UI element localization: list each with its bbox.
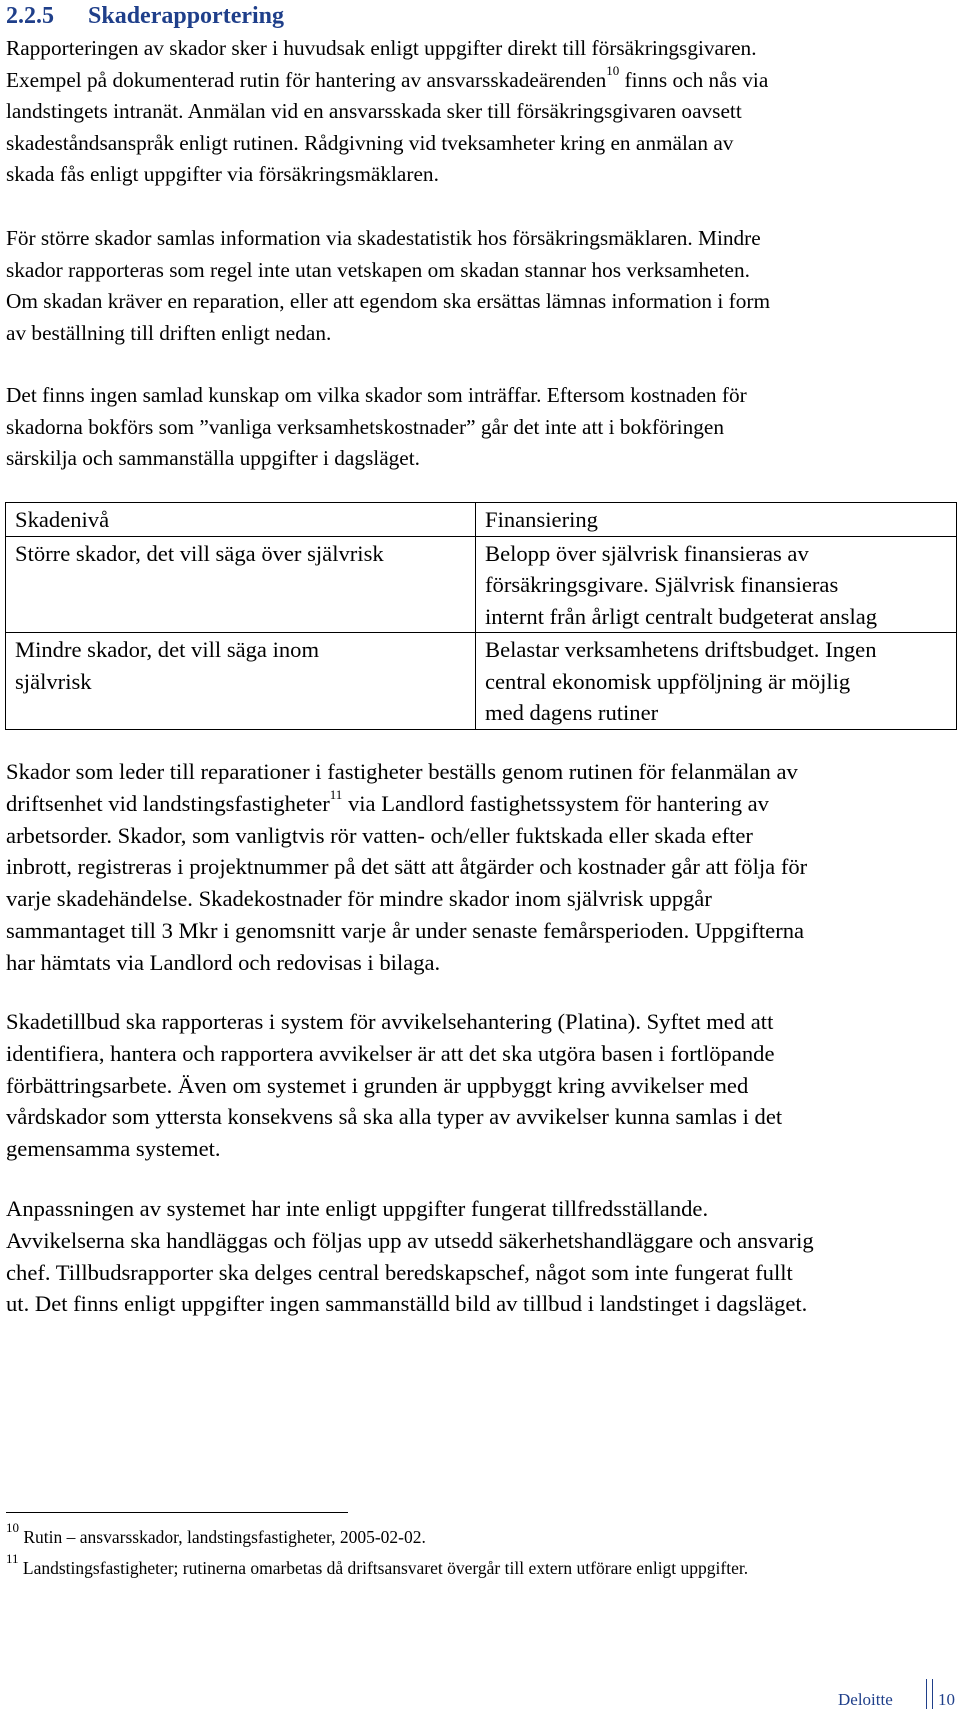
footnote-ref-10: 10 [606, 63, 620, 79]
page-footer [838, 1689, 955, 1711]
table-cell: Mindre skador, det vill säga inom självrisk [6, 633, 476, 730]
paragraph-knowledge: Det finns ingen samlad kunskap om vilka skador som inträffar. Eftersom kostnaden för skadorna bokförs som ”vanliga verksamhetskostnader” går det inte att i bokföringen särskilja och sammanställa uppgifter i dagsläget. [6, 383, 747, 470]
table-header-row [6, 503, 957, 537]
footer-separator [932, 1679, 933, 1709]
section-title: Skaderapportering [88, 3, 285, 29]
section-number: 2.2.5 [6, 3, 54, 29]
table-header-cell: Finansiering [476, 503, 957, 537]
paragraph-incidents: Skadetillbud ska rapporteras i system för avvikelsehantering (Platina). Syftet med att identifiera, hantera och rapportera avvikelser är att det ska utgöra basen i fortlöpande förbättringsarbete. Även om systemet i grunden är uppbyggt kring avvikelser med vårdskador som yttersta konsekvens så ska alla typer av avvikelser kunna samlas i det gemensamma systemet. [6, 1009, 783, 1162]
table-row [6, 633, 957, 730]
table-cell: Större skador, det vill säga över självrisk [6, 536, 476, 633]
footnote-11: $^{11}$ Landstingsfastigheter; rutinerna omarbetas då driftsansvaret övergår till extern utförare enligt uppgifter. [6, 1551, 749, 1578]
footnote-divider [6, 1512, 348, 1513]
table-header-cell: Skadenivå [6, 503, 476, 537]
table-row [6, 536, 957, 633]
page-number: 10 [938, 1690, 955, 1709]
paragraph-reporting: Rapporteringen av skador sker i huvudsak enligt uppgifter direkt till försäkringsgivaren. Exempel på dokumenterad rutin för hantering av ansvarsskadeärenden$^{10}$ finns och nås via landstingets intranät. Anmälan vid en ansvarsskada sker till försäkringsgivaren oavsett skadeståndsanspråk enligt rutinen. Rådgivning vid tveksamheter kring en anmälan av skada fås enligt uppgifter via försäkringsmäklaren. [6, 36, 769, 186]
footer-separator [926, 1679, 927, 1709]
table-cell: Belopp över självrisk finansieras av försäkringsgivare. Självrisk finansieras internt från årligt centralt budgeterat anslag [476, 536, 957, 633]
footnote-ref-11: 11 [329, 787, 343, 803]
damage-financing-table [5, 502, 957, 730]
paragraph-system: Anpassningen av systemet har inte enligt uppgifter fungerat tillfredsställande. Avvikelserna ska handläggas och följas upp av utsedd säkerhetshandläggare och ansvarig chef. Tillbudsrapporter ska delges central beredskapschef, något som inte fungerat fullt ut. Det finns enligt uppgifter ingen sammanställd bild av tillbud i landstinget i dagsläget. [6, 1196, 814, 1317]
footnote-10: $^{10}$ Rutin – ansvarsskador, landstingsfastigheter, 2005-02-02. [6, 1520, 426, 1547]
table-cell: Belastar verksamhetens driftsbudget. Ingen central ekonomisk uppföljning är möjlig med dagens rutiner [476, 633, 957, 730]
section-heading [6, 2, 284, 30]
paragraph-large-damages: För större skador samlas information via skadestatistik hos försäkringsmäklaren. Mindre skador rapporteras som regel inte utan vetskapen om skadan stannar hos verksamheten. Om skadan kräver en reparation, eller att egendom ska ersättas lämnas information i form av beställning till driften enligt nedan. [6, 226, 771, 345]
footer-company: Deloitte [838, 1690, 893, 1709]
paragraph-repairs: Skador som leder till reparationer i fastigheter beställs genom rutinen för felanmälan av driftsenhet vid landstingsfastigheter$^{11}$ via Landlord fastighetssystem för hantering av arbetsorder. Skador, som vanligtvis rör vatten- och/eller fuktskada eller skada efter inbrott, registreras i projektnummer på det sätt att åtgärder och kostnader går att följa för varje skadehändelse. Skadekostnader för mindre skador inom självrisk uppgår sammantaget till 3 Mkr i genomsnitt varje år under senaste femårsperioden. Uppgifterna har hämtats via Landlord och redovisas i bilaga. [6, 759, 808, 975]
